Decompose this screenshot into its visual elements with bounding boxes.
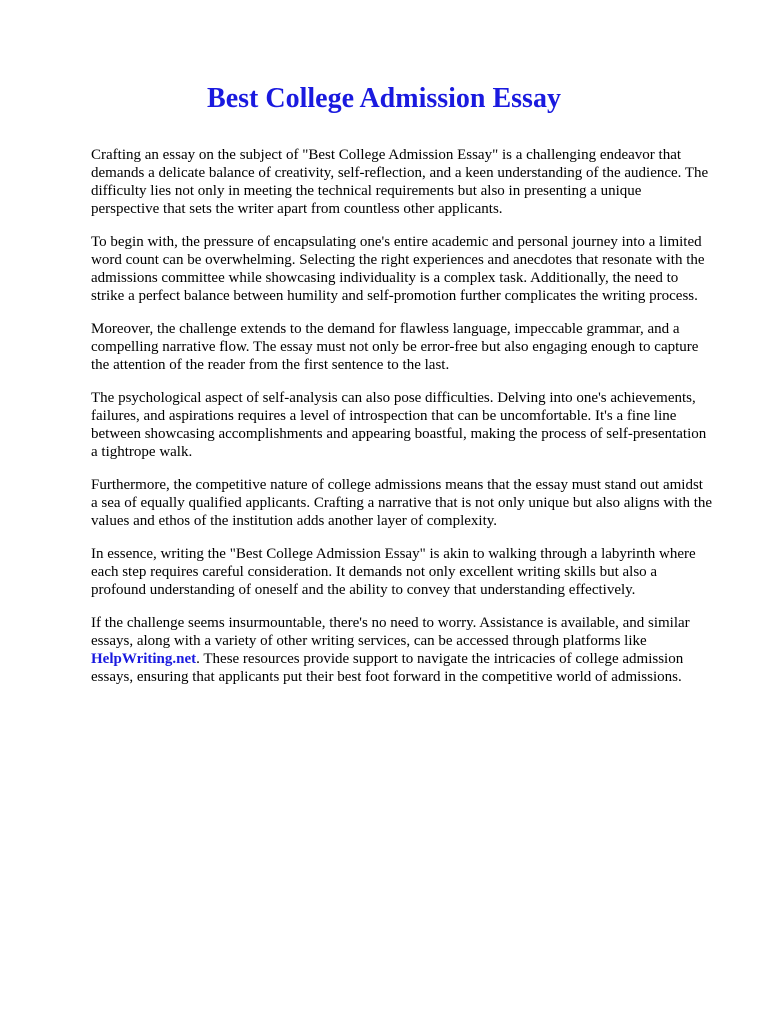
paragraph-7 (91, 614, 713, 686)
paragraph-5: Furthermore, the competitive nature of college admissions means that the essay must stand out amidst a sea of equally qualified applicants. Crafting a narrative that is not only unique but also aligns with the values and ethos of the institution adds another layer of complexity. (91, 477, 713, 529)
paragraph-4: The psychological aspect of self-analysis can also pose difficulties. Delving into one's achievements, failures, and aspirations requires a level of introspection that can be uncomfortable. It's a fine line between showcasing accomplishments and appearing boastful, making the process of self-presentation a tightrope walk. (91, 390, 707, 460)
helpwriting-link[interactable]: HelpWriting.net (91, 651, 197, 667)
paragraph-7-text-after-link: . These resources provide support to navigate the intricacies of college admission essays, ensuring that applicants put their best foot forward in the competitive world of admissions. (91, 651, 684, 685)
paragraph-2: To begin with, the pressure of encapsulating one's entire academic and personal journey into a limited word count can be overwhelming. Selecting the right experiences and anecdotes that resonate with the admissions committee while showcasing individuality is a complex task. Additionally, the need to strike a perfect balance between humility and self-promotion further complicates the writing process. (91, 234, 705, 304)
paragraph-6: In essence, writing the "Best College Admission Essay" is akin to walking through a labyrinth where each step requires careful consideration. It demands not only excellent writing skills but also a profound understanding of oneself and the ability to convey that understanding effectively. (91, 546, 696, 598)
page-title: Best College Admission Essay (207, 83, 561, 114)
essay-body (91, 146, 713, 686)
paragraph-7-text-before-link: If the challenge seems insurmountable, there's no need to worry. Assistance is available, and similar essays, along with a variety of other writing services, can be accessed through platforms like (91, 615, 690, 649)
paragraph-3: Moreover, the challenge extends to the demand for flawless language, impeccable grammar, and a compelling narrative flow. The essay must not only be error-free but also engaging enough to capture the attention of the reader from the first sentence to the last. (91, 321, 699, 373)
paragraph-1: Crafting an essay on the subject of "Best College Admission Essay" is a challenging endeavor that demands a delicate balance of creativity, self-reflection, and a keen understanding of the audience. The difficulty lies not only in meeting the technical requirements but also in presenting a unique perspective that sets the writer apart from countless other applicants. (91, 147, 709, 217)
